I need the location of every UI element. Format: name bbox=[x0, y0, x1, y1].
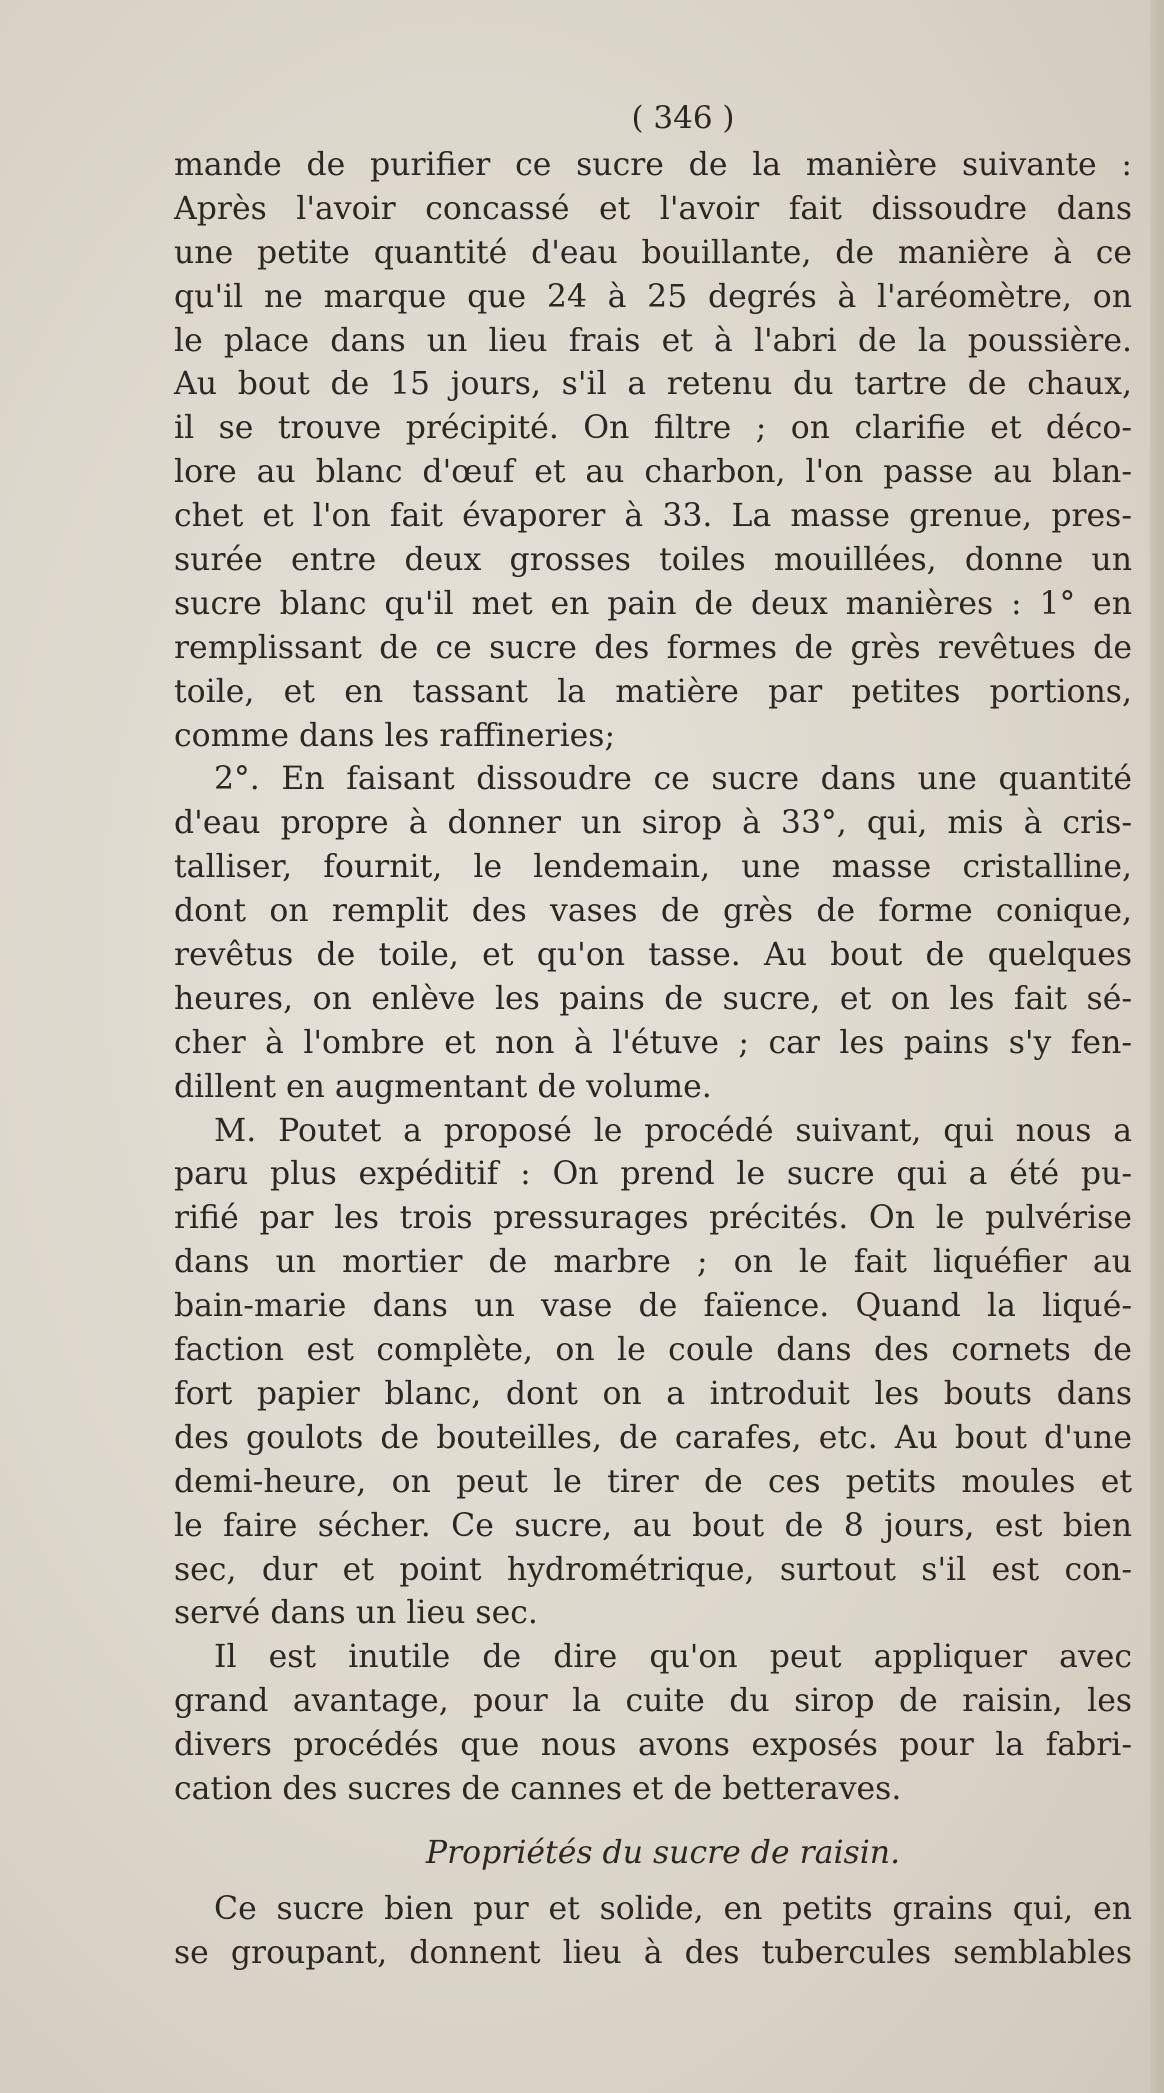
text-line: remplissant de ce sucre des formes de grès revêtues de bbox=[174, 629, 1132, 666]
text-line: lore au blanc d'œuf et au charbon, l'on passe au blan- bbox=[174, 454, 1132, 491]
text-line: dans un mortier de marbre ; on le fait liquéfier au bbox=[174, 1244, 1132, 1281]
page-edge bbox=[1150, 0, 1164, 2093]
text-line: d'eau propre à donner un sirop à 33°, qui, mis à cris- bbox=[174, 805, 1132, 842]
text-line: bain-marie dans un vase de faïence. Quand la liqué- bbox=[174, 1288, 1132, 1325]
text-line: Ce sucre bien pur et solide, en petits grains qui, en bbox=[214, 1890, 1132, 1927]
paragraph-1 bbox=[174, 144, 1132, 758]
text-line: 2°. En faisant dissoudre ce sucre dans une quantité bbox=[214, 761, 1132, 798]
text-line: Il est inutile de dire qu'on peut appliquer avec bbox=[214, 1639, 1132, 1676]
text-line: il se trouve précipité. On filtre ; on clarifie et déco- bbox=[174, 410, 1132, 447]
text-line: comme dans les raffineries; bbox=[174, 717, 616, 754]
text-line: sucre blanc qu'il met en pain de deux manières : 1° en bbox=[174, 585, 1132, 622]
text-line: sec, dur et point hydrométrique, surtout s'il est con- bbox=[174, 1551, 1132, 1588]
text-line: dont on remplit des vases de grès de forme conique, bbox=[174, 893, 1132, 930]
text-line: grand avantage, pour la cuite du sirop de raisin, les bbox=[174, 1683, 1132, 1720]
text-line: rifié par les trois pressurages précités. On le pulvérise bbox=[174, 1200, 1132, 1237]
text-line: surée entre deux grosses toiles mouillées, donne un bbox=[174, 542, 1132, 579]
text-line: divers procédés que nous avons exposés pour la fabri- bbox=[174, 1727, 1132, 1764]
text-line: chet et l'on fait évaporer à 33. La masse grenue, pres- bbox=[174, 498, 1132, 535]
text-line: une petite quantité d'eau bouillante, de manière à ce bbox=[174, 234, 1132, 271]
text-line: faction est complète, on le coule dans des cornets de bbox=[174, 1332, 1132, 1369]
paragraph-2 bbox=[174, 758, 1132, 1109]
paragraph-4 bbox=[174, 1636, 1132, 1812]
paragraph-5 bbox=[174, 1888, 1132, 1976]
text-line: dillent en augmentant de volume. bbox=[174, 1068, 712, 1105]
text-line: toile, et en tassant la matière par petites portions, bbox=[174, 673, 1132, 710]
text-line: mande de purifier ce sucre de la manière suivante : bbox=[174, 147, 1132, 183]
text-line: revêtus de toile, et qu'on tasse. Au bout de quelques bbox=[174, 937, 1132, 974]
section-heading: Propriétés du sucre de raisin. bbox=[425, 1834, 901, 1871]
page-text bbox=[174, 92, 1132, 1976]
text-line: Après l'avoir concassé et l'avoir fait dissoudre dans bbox=[174, 190, 1132, 227]
text-line: se groupant, donnent lieu à des tubercules semblables bbox=[174, 1934, 1132, 1971]
text-line: servé dans un lieu sec. bbox=[174, 1595, 538, 1632]
text-line: cher à l'ombre et non à l'étuve ; car les pains s'y fen- bbox=[174, 1024, 1132, 1061]
text-line: talliser, fournit, le lendemain, une masse cristalline, bbox=[174, 849, 1132, 886]
text-line: demi-heure, on peut le tirer de ces petits moules et bbox=[174, 1463, 1132, 1500]
text-line: heures, on enlève les pains de sucre, et on les fait sé- bbox=[174, 980, 1132, 1017]
text-line: qu'il ne marque que 24 à 25 degrés à l'aréomètre, on bbox=[174, 278, 1132, 315]
text-line: M. Poutet a proposé le procédé suivant, qui nous a bbox=[214, 1112, 1132, 1149]
page-number: ( 346 ) bbox=[631, 100, 735, 136]
text-line: des goulots de bouteilles, de carafes, etc. Au bout d'une bbox=[174, 1419, 1132, 1456]
text-line: Au bout de 15 jours, s'il a retenu du tartre de chaux, bbox=[174, 366, 1132, 403]
paragraph-3 bbox=[174, 1110, 1132, 1637]
text-line: cation des sucres de cannes et de betteraves. bbox=[174, 1770, 902, 1807]
text-line: paru plus expéditif : On prend le sucre qui a été pu- bbox=[174, 1156, 1132, 1193]
text-line: le place dans un lieu frais et à l'abri de la poussière. bbox=[174, 322, 1132, 359]
text-line: fort papier blanc, dont on a introduit les bouts dans bbox=[174, 1375, 1132, 1412]
text-line: le faire sécher. Ce sucre, au bout de 8 jours, est bien bbox=[174, 1507, 1132, 1544]
